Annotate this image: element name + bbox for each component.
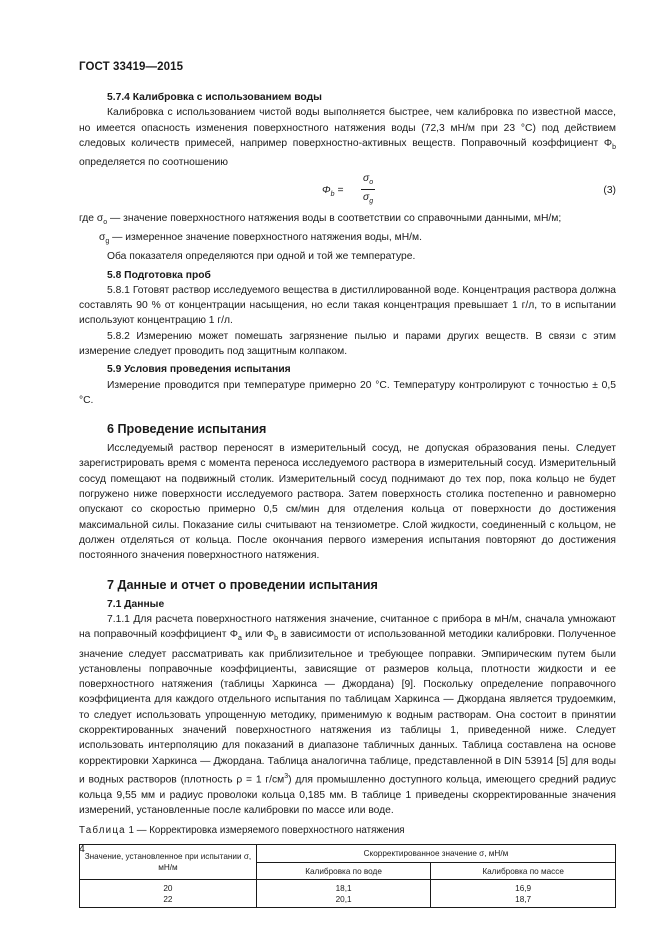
table-row [80,880,616,908]
page-content [79,88,616,908]
section-5-7-4-title: 5.7.4 Калибровка с использованием воды [107,92,322,103]
column-group-header: Скорректированное значение σ, мН/м [256,845,615,863]
paragraph: Исследуемый раствор переносят в измерительный сосуд, не допуская образования пены. Следует зарегистрировать время с момента переноса исследуемого раствора в измерительный сосуд. Измерительный сосуд помещают на подвижный столик. Измерительный сосуд поднимают до тех пор, пока кольцо не будет погружено ниже поверхности исследуемого раствора. Затем поверхность столика постепенно и равномерно опускают со скоростью примерно 0,5 см/мин для отделения кольца от поверхности до достижения максимальной силы. Показание силы считывают на тензиометре. Слой жидкости, соединенный с кольцом, не должен отделяться от кольца. После окончания первого измерения испытания повторяют до достижения постоянного значения поверхностного натяжения. [79,443,616,562]
column-header-mass: Калибровка по массе [431,862,616,880]
formula-3 [79,171,616,211]
formula-denominator: $\sigma_g$ [363,191,374,205]
formula-fraction [361,172,375,209]
section-5-8-title: 5.8 Подготовка проб [107,269,211,281]
column-header-water: Калибровка по воде [256,862,430,880]
table-caption: Таблица 1 — Корректировка измеряемого поверхностного натяжения [79,825,405,837]
paragraph: Измерение проводится при температуре примерно 20 °С. Температуру контролируют с точностью ± 0,5 °С. [79,379,616,406]
paragraph: Оба показателя определяются при одной и той же температуре. [107,251,416,263]
table-cell: 16,9 18,7 [431,880,616,908]
table-cell: 18,1 20,1 [256,880,430,908]
formula-lhs: $\Phi_b$ = [322,184,344,198]
page-number: 4 [79,843,85,855]
standard-header: ГОСТ 33419—2015 [79,61,184,73]
table-cell: 20 22 [80,880,257,908]
where-line-1: где $\sigma_o$ — значение поверхностного натяжения воды в соответствии со справочными данными, мН/м; [79,212,562,226]
section-6-title: 6 Проведение испытания [107,422,267,437]
where-line-2: $\sigma_g$ — измеренное значение поверхностного натяжения воды, мН/м. [99,231,422,245]
paragraph: Калибровка с использованием чистой воды выполняется быстрее, чем калибровка по известной массе, но имеется опасность изменения поверхностного натяжения воды (72,3 мН/м при 23 °С) под действием следовых количеств примесей, например поверхностно-активных веществ. Поправочный коэффициент $\Phi_b$ определяется по соотношению [79,107,616,169]
paragraph: 5.8.1 Готовят раствор исследуемого вещества в дистиллированной воде. Концентрация раствора должна составлять 90 % от концентрации насыщения, но если такая концентрация превышает 1 г/л, то в испытании используют концентрацию 1 г/л. [79,284,616,327]
section-7-1-title: 7.1 Данные [107,598,165,610]
paragraph: 7.1.1 Для расчета поверхностного натяжения значение, считанное с прибора в мН/м, сначала умножают на поправочный коэффициент $\Phi_a$ или $\Phi_b$ в зависимости от использованной методики калибровки. Полученное значение следует рассматривать как приблизительное и требующее поправки. Эмпирическим путем были установлены поправочные коэффициенты, зависящие от размеров кольца, плотности жидкости и ее поверхностного натяжения (таблицы Харкинса — Джордана) [9]. Поскольку определение поправочного коэффициента для каждого отдельного испытания по таблицам Харкинса — Джордана является трудоемким, то следует использовать упрощенную методику, применимую к водным растворам. Она состоит в принятии скорректированных значений поверхностного натяжения из таблицы 1, приведенной ниже. Следует использовать интерполяцию для показаний в диапазоне табличных данных. Таблица составлена на основе корректировки Харкинса — Джордана. Таблица аналогична таблице, представленной в DIN 53914 [5] для воды и водных растворов (плотность ρ = 1 $г/см^3$) для промышленно доступного кольца, имеющего средний радиус кольца 9,55 мм и радиус проволоки кольца 0,185 мм. В таблице 1 приведены скорректированные значения измерений, установленные после калибровки по массе или воде. [79,613,617,816]
section-5-9-title: 5.9 Условия проведения испытания [107,364,291,376]
section-7-title: 7 Данные и отчет о проведении испытания [107,577,378,592]
column-header-measured: Значение, установленное при испытании σ, мН/м [80,845,257,880]
paragraph: 5.8.2 Измерению может помешать загрязнение пылью и парами других веществ. В связи с этим измерение следует проводить под защитным колпаком. [79,330,616,357]
formula-numerator: $\sigma_o$ [361,172,375,190]
correction-table [79,844,616,908]
equation-number: (3) [603,184,616,196]
